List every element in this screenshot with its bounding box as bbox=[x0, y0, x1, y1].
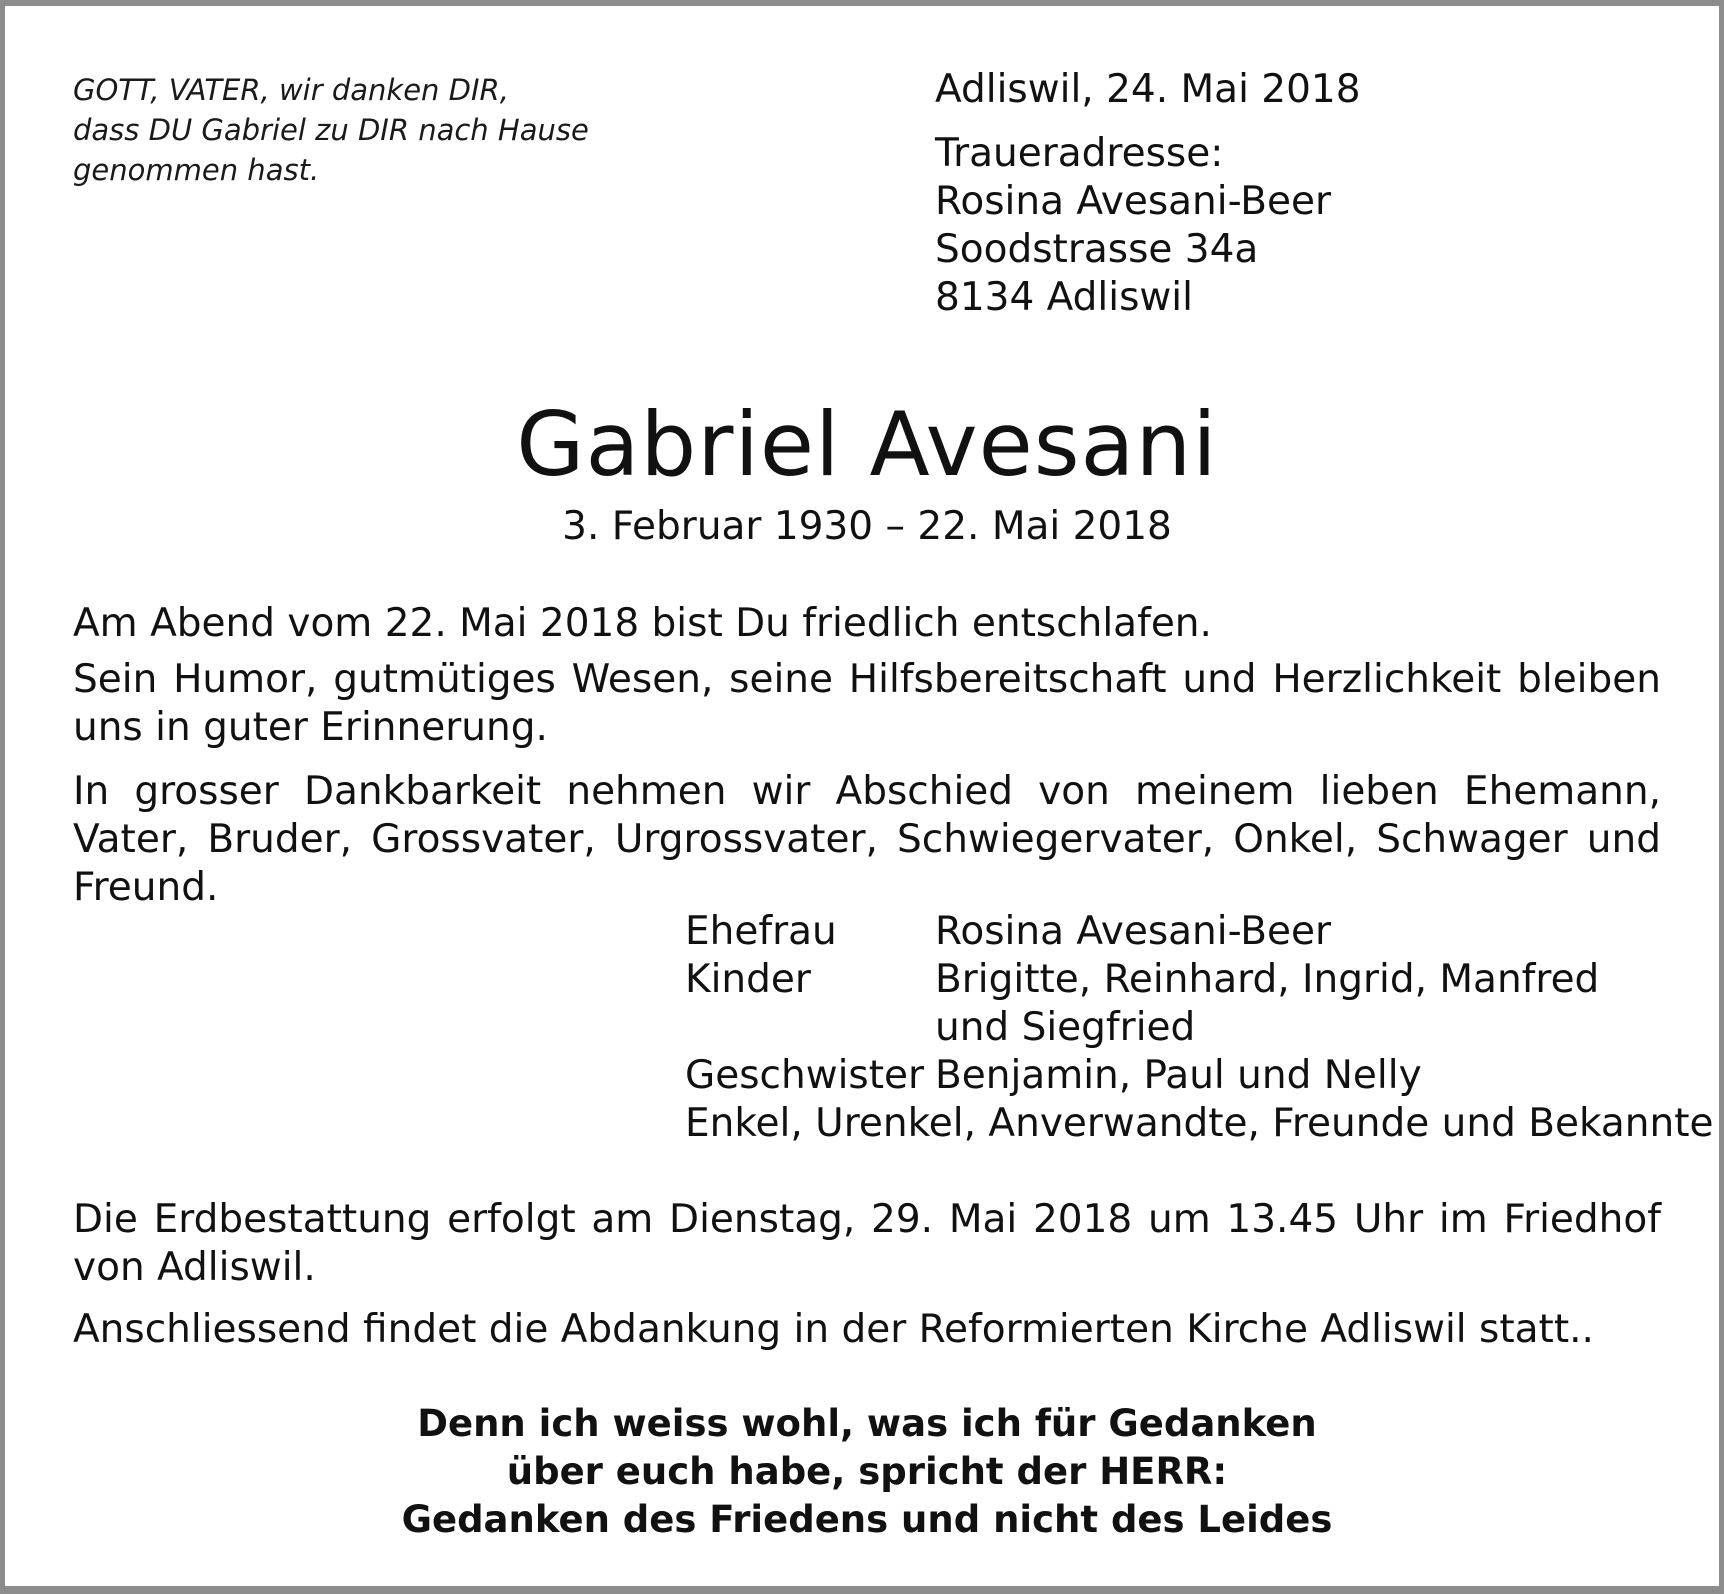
verse-line: genommen hast. bbox=[73, 153, 320, 187]
quote-line: über euch habe, spricht der HERR: bbox=[506, 1450, 1228, 1493]
mourning-address bbox=[935, 130, 1331, 322]
opening-verse bbox=[73, 70, 713, 190]
family-names: Rosina Avesani-Beer bbox=[935, 909, 1332, 954]
address-city: 8134 Adliswil bbox=[935, 275, 1193, 320]
family-names: Benjamin, Paul und Nelly bbox=[935, 1053, 1422, 1098]
family-names: Brigitte, Reinhard, Ingrid, Manfred und Siegfried bbox=[935, 957, 1600, 1050]
paragraph-passing: Am Abend vom 22. Mai 2018 bist Du friedlich entschlafen. bbox=[73, 601, 1212, 646]
quote-line: Denn ich weiss wohl, was ich für Gedanken bbox=[417, 1402, 1317, 1445]
quote-line: Gedanken des Friedens und nicht des Leides bbox=[401, 1498, 1333, 1541]
address-street: Soodstrasse 34a bbox=[935, 227, 1259, 272]
paragraph-farewell: In grosser Dankbarkeit nehmen wir Abschied von meinem lieben Ehemann, Vater, Bruder, Grossvater, Urgrossvater, Schwiegervater, Onkel, Schwager und Freund. bbox=[73, 769, 1661, 910]
address-heading: Traueradresse: bbox=[935, 131, 1224, 176]
verse-line: dass DU Gabriel zu DIR nach Hause bbox=[73, 113, 589, 147]
family-row bbox=[685, 908, 1655, 956]
family-table bbox=[685, 908, 1655, 1100]
verse-line: GOTT, VATER, wir danken DIR, bbox=[73, 73, 509, 107]
family-role: Geschwister bbox=[685, 1053, 925, 1098]
family-role: Ehefrau bbox=[685, 909, 837, 954]
place-and-date: Adliswil, 24. Mai 2018 bbox=[935, 67, 1361, 112]
family-list bbox=[685, 908, 1714, 1148]
family-row bbox=[685, 956, 1655, 1052]
family-role: Kinder bbox=[685, 957, 811, 1002]
closing-quote bbox=[5, 1400, 1724, 1544]
address-name: Rosina Avesani-Beer bbox=[935, 179, 1332, 224]
family-row bbox=[685, 1052, 1655, 1100]
deceased-name: Gabriel Avesani bbox=[516, 393, 1218, 496]
paragraph-memorial-service: Anschliessend findet die Abdankung in der Reformierten Kirche Adliswil statt.. bbox=[73, 1307, 1594, 1352]
paragraph-burial: Die Erdbestattung erfolgt am Dienstag, 29. Mai 2018 um 13.45 Uhr im Friedhof von Adliswil. bbox=[73, 1197, 1661, 1290]
family-closing-line: Enkel, Urenkel, Anverwandte, Freunde und Bekannte bbox=[685, 1101, 1714, 1146]
paragraph-memory: Sein Humor, gutmütiges Wesen, seine Hilfsbereitschaft und Herzlichkeit bleiben uns in guter Erinnerung. bbox=[73, 657, 1661, 750]
life-dates: 3. Februar 1930 – 22. Mai 2018 bbox=[562, 504, 1172, 549]
